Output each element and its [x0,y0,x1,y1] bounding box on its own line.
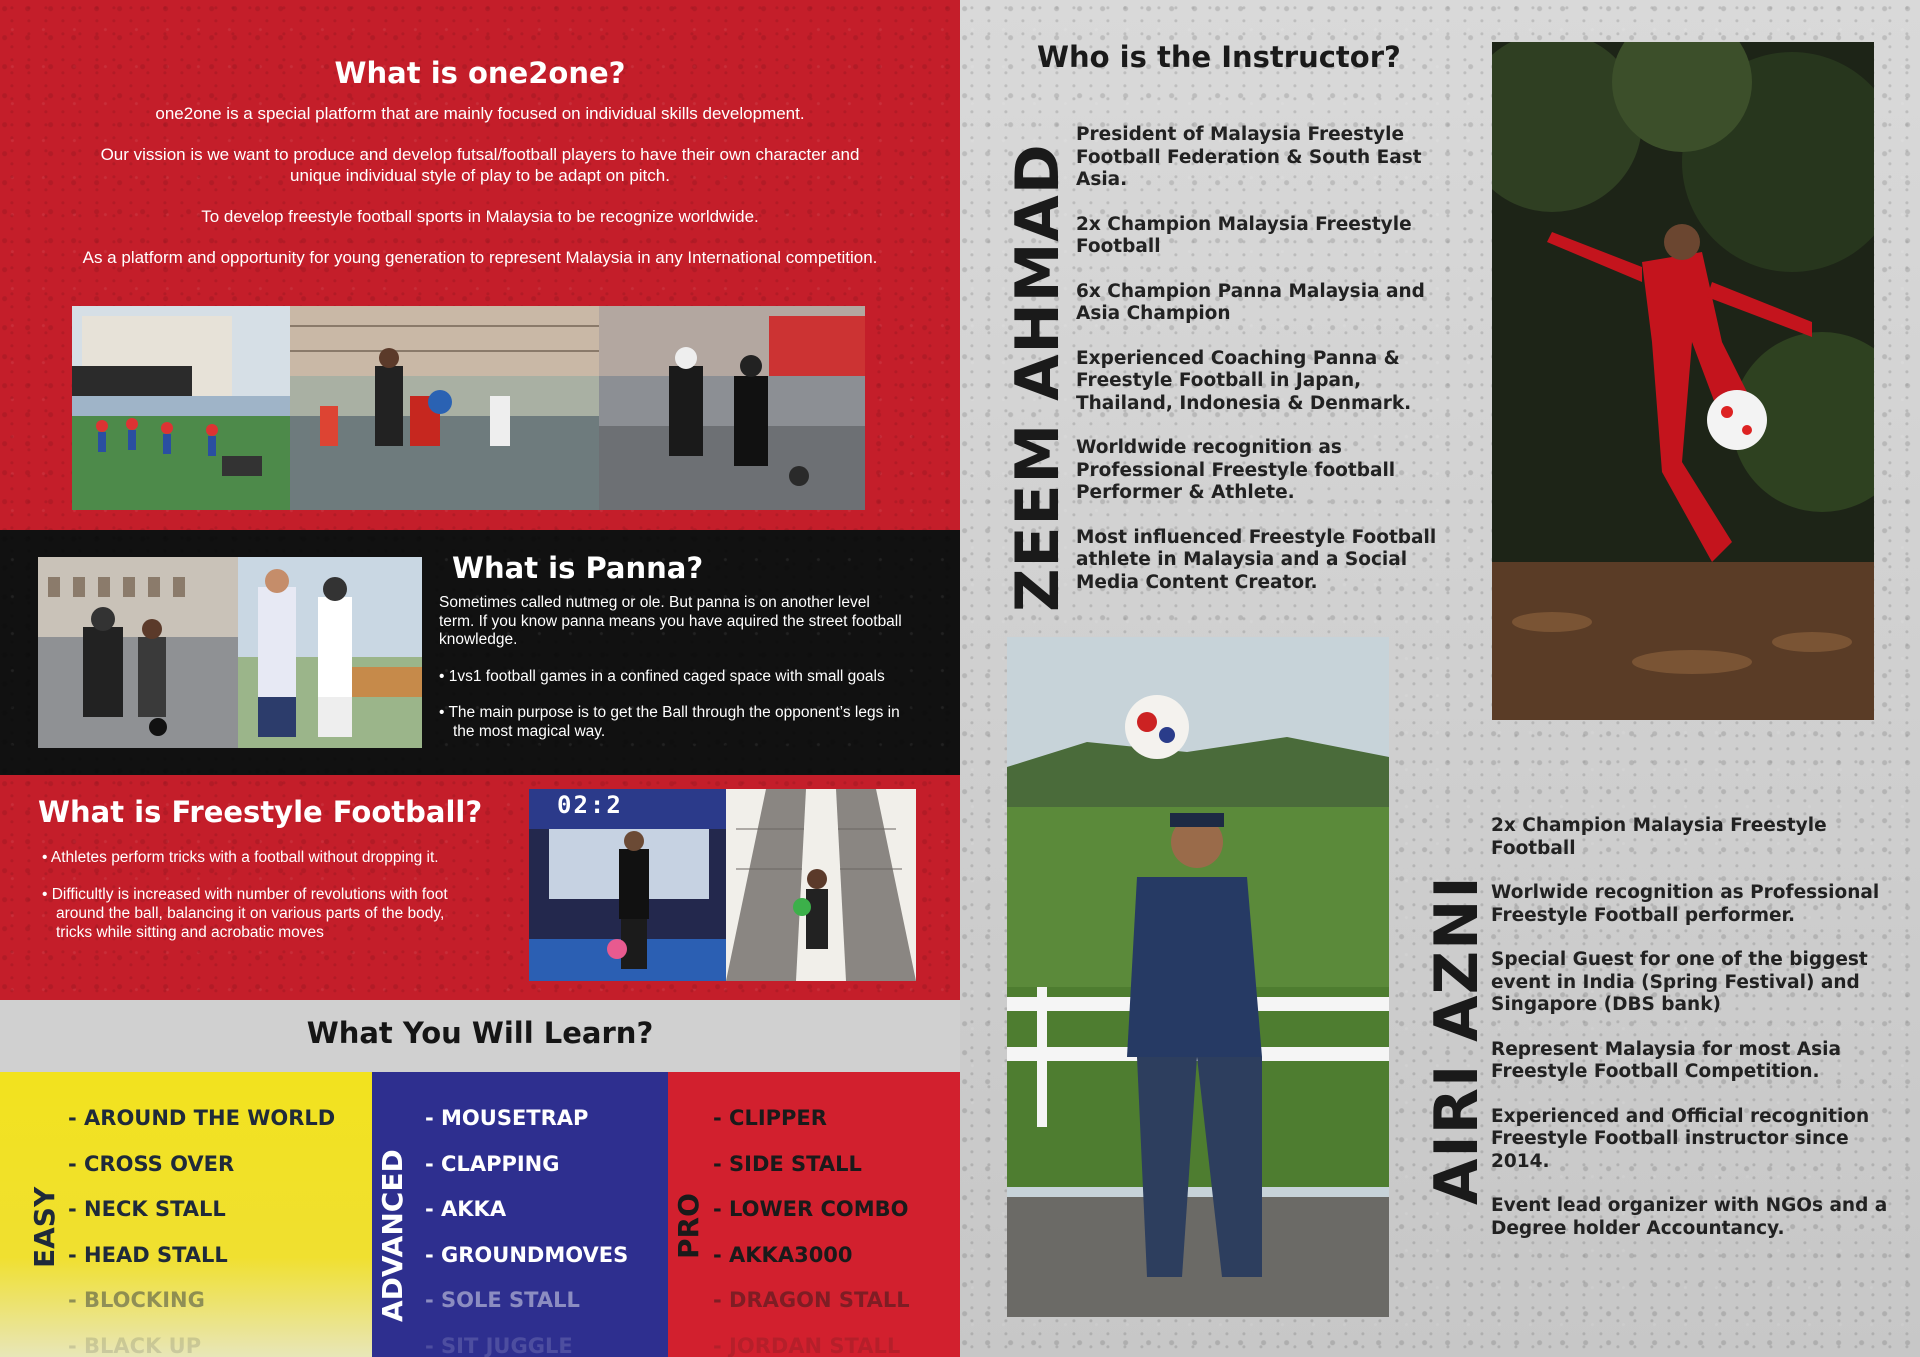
achievement-item: Represent Malaysia for most Asia Freestyle Football Competition. [1491,1038,1841,1082]
instructor-name-zeem: ZEEM AHMAD [1003,143,1073,612]
skill-item: - AKKA [425,1197,507,1221]
photo-zeem-forest [1492,42,1874,720]
panna-text [439,594,909,741]
learn-title: What You Will Learn? [306,1016,654,1050]
photo-panna-match [38,557,238,748]
skill-item: - AKKA3000 [713,1242,853,1267]
airi-achievements [1491,815,1891,1262]
panna-title: What is Panna? [452,551,704,585]
photo-airi-field [1007,637,1389,1317]
achievement-item: Experienced and Official recognition Freestyle Football instructor since 2014. [1491,1105,1870,1172]
tier-label-advanced: ADVANCED [376,1149,409,1322]
skill-item: - MOUSETRAP [425,1106,589,1130]
achievement-item: President of Malaysia Freestyle Football Federation & South East Asia. [1076,124,1422,190]
skill-item: - SIDE STALL [713,1151,862,1176]
skill-item: - CLAPPING [425,1151,560,1176]
zeem-achievements [1076,124,1446,616]
tier-advanced-list [425,1096,628,1357]
achievement-item: 6x Champion Panna Malaysia and Asia Champion [1076,280,1425,324]
one2one-paragraph: As a platform and opportunity for young generation to represent Malaysia in any International competition. [82,248,878,267]
freestyle-bullet: • Athletes perform tricks with a football without dropping it. [42,849,439,866]
panna-bullet: • The main purpose is to get the Ball through the opponent’s legs in the most magical way. [439,704,900,740]
achievement-item: 2x Champion Malaysia Freestyle Football [1076,213,1412,257]
instructor-name-airi: AIRI AZNI [1422,875,1492,1205]
achievement-item: Worlwide recognition as Professional Freestyle Football performer. [1491,882,1880,926]
panna-bullet: • 1vs1 football games in a confined caged space with small goals [439,667,885,685]
photo-indoor-coaching [290,306,599,510]
skill-item: - NECK STALL [68,1197,226,1221]
skill-item: - BLOCKING [68,1288,205,1312]
photo-kids-training [72,306,290,510]
one2one-paragraph: To develop freestyle football sports in Malaysia to be recognize worldwide. [201,207,759,226]
skill-item: - DRAGON STALL [713,1288,910,1312]
one2one-title: What is one2one? [334,56,626,90]
one2one-paragraph: Our vission is we want to produce and develop futsal/football players to have their own character and unique individual style of play to be adapt on pitch. [100,145,860,185]
photo-street-panna [599,306,865,510]
tier-label-easy: EASY [28,1186,61,1268]
achievement-item: Most influenced Freestyle Football athlete in Malaysia and a Social Media Content Creator. [1076,526,1437,593]
freestyle-bullet: • Difficultly is increased with number of revolutions with foot around the ball, balancing it on various parts of the body, tricks while sitting and acrobatic moves [42,886,448,941]
skill-item: - CLIPPER [713,1106,827,1130]
skill-item: - BLACK UP [68,1333,202,1357]
skill-item: - AROUND THE WORLD [68,1106,336,1130]
achievement-item: Event lead organizer with NGOs and a Degree holder Accountancy. [1491,1195,1888,1239]
tier-pro-list [713,1096,910,1357]
skill-item: - SIT JUGGLE [425,1333,573,1357]
skill-item: - SOLE STALL [425,1288,580,1312]
instructor-title: Who is the Instructor? [1037,40,1401,74]
freestyle-text [42,848,482,942]
photo-stage-freestyle [529,789,726,981]
achievement-item: 2x Champion Malaysia Freestyle Football [1491,815,1827,859]
skill-item: - LOWER COMBO [713,1197,909,1221]
skill-item: - HEAD STALL [68,1242,228,1267]
scoreboard-text: 02:2 [557,791,623,819]
skill-item: - JORDAN STALL [713,1333,901,1357]
skill-item: - CROSS OVER [68,1151,235,1176]
freestyle-title: What is Freestyle Football? [38,795,483,829]
skill-item: - GROUNDMOVES [425,1242,629,1267]
tier-label-pro: PRO [672,1193,705,1259]
achievement-item: Worldwide recognition as Professional Freestyle football Performer & Athlete. [1076,437,1396,503]
achievement-item: Special Guest for one of the biggest event in India (Spring Festival) and Singapore (DBS bank) [1491,949,1868,1015]
one2one-text [40,103,920,268]
panna-intro: Sometimes called nutmeg or ole. But panna is on another level term. If you know panna means you have aquired the street football knowledge. [439,594,902,648]
photo-towers-freestyle [726,789,916,981]
photo-panna-cage [238,557,422,748]
tier-easy-list [68,1096,335,1357]
one2one-paragraph: one2one is a special platform that are mainly focused on individual skills development. [155,104,805,123]
achievement-item: Experienced Coaching Panna & Freestyle Football in Japan, Thailand, Indonesia & Denmark. [1076,347,1412,414]
